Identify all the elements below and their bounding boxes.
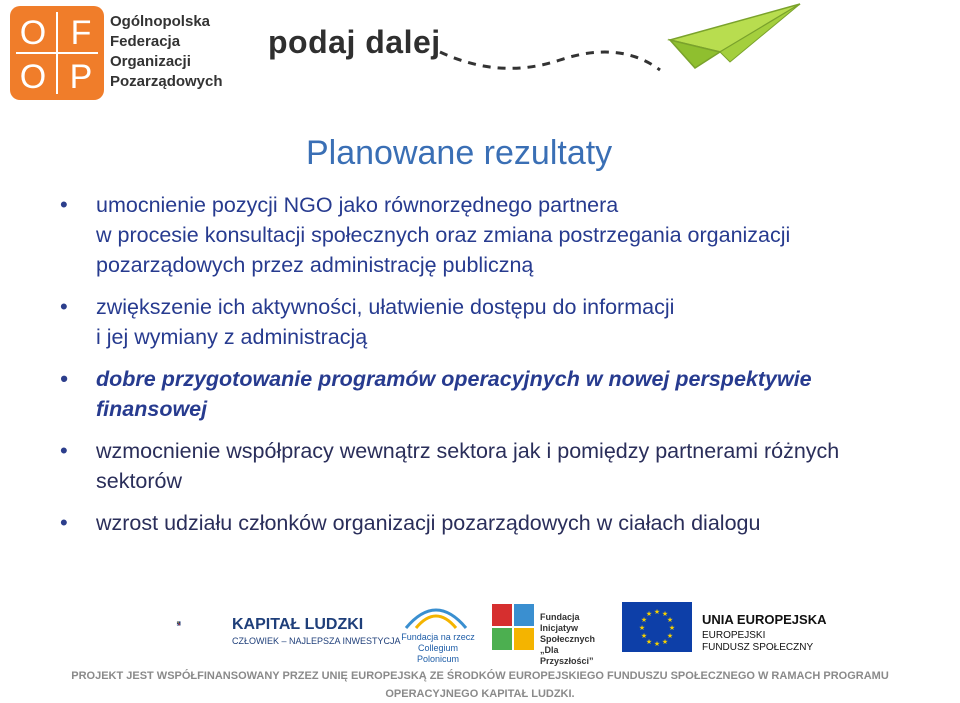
list-item bbox=[56, 436, 960, 496]
list-item-line: • dobre przygotowanie programów operacyjnych w nowej perspektywie bbox=[96, 367, 812, 391]
fundacja-cp-line: Fundacja na rzecz bbox=[401, 632, 475, 642]
puzzle-icon bbox=[490, 602, 536, 652]
ofop-name-line: Pozarządowych bbox=[110, 73, 223, 90]
fis-line: Fundacja bbox=[540, 612, 580, 622]
list-item-line: finansowej bbox=[96, 397, 208, 421]
ofop-name-line: Federacja bbox=[110, 33, 181, 50]
kapital-ludzki-logo bbox=[176, 590, 236, 658]
svg-text:★: ★ bbox=[668, 624, 676, 632]
svg-text:★: ★ bbox=[645, 610, 653, 618]
eu-flag-icon bbox=[622, 602, 692, 652]
svg-text:★: ★ bbox=[640, 632, 648, 640]
list-item bbox=[56, 508, 960, 538]
fis-line: Inicjatyw bbox=[540, 623, 579, 633]
sun-arc-icon bbox=[400, 596, 472, 632]
list-item bbox=[56, 292, 960, 352]
kapital-ludzki-subtitle: CZŁOWIEK – NAJLEPSZA INWESTYCJA bbox=[232, 636, 401, 646]
fundacja-inicjatyw-logo bbox=[540, 612, 610, 667]
list-item-line: • wzrost udziału członków organizacji pozarządowych w ciałach dialogu bbox=[96, 511, 761, 535]
list-item-line: sektorów bbox=[96, 469, 183, 493]
svg-text:★: ★ bbox=[640, 616, 648, 624]
svg-text:★: ★ bbox=[645, 638, 653, 646]
fis-line: „Dla Przyszłości” bbox=[540, 645, 594, 666]
cofinancing-disclaimer bbox=[0, 667, 960, 703]
svg-text:★: ★ bbox=[653, 608, 661, 616]
ofop-name-line: Organizacji bbox=[110, 53, 191, 70]
list-item-line: • umocnienie pozycji NGO jako równorzędnego partnera bbox=[96, 193, 619, 217]
paper-plane-icon bbox=[420, 0, 810, 90]
list-item-line: pozarządowych przez administrację publiczną bbox=[96, 253, 534, 277]
svg-text:★: ★ bbox=[661, 638, 669, 646]
svg-text:★: ★ bbox=[666, 616, 674, 624]
disclaimer-line: PROJEKT JEST WSPÓŁFINANSOWANY PRZEZ UNIĘ EUROPEJSKĄ ZE ŚRODKÓW EUROPEJSKIEGO FUNDUSZU SPOŁECZNEGO W RAMACH PROGRAMU bbox=[71, 670, 889, 682]
ue-sub-line: FUNDUSZ SPOŁECZNY bbox=[702, 642, 814, 653]
svg-text:★: ★ bbox=[638, 624, 646, 632]
svg-text:★: ★ bbox=[661, 610, 669, 618]
ofop-letter: F bbox=[70, 14, 92, 52]
ofop-letter: O bbox=[19, 14, 47, 52]
fundacja-collegium-polonicum-logo bbox=[398, 632, 478, 665]
list-item-line: i jej wymiany z administracją bbox=[96, 325, 368, 349]
page-title: Planowane rezultaty bbox=[306, 134, 613, 172]
svg-text:★: ★ bbox=[653, 640, 661, 648]
results-list bbox=[56, 190, 960, 550]
ofop-letter: O bbox=[19, 58, 47, 96]
list-item-line: • zwiększenie ich aktywności, ułatwienie dostępu do informacji bbox=[96, 295, 675, 319]
disclaimer-line: OPERACYJNEGO KAPITAŁ LUDZKI. bbox=[385, 688, 575, 700]
ue-sub-line: EUROPEJSKI bbox=[702, 630, 766, 641]
kapital-ludzki-title: KAPITAŁ LUDZKI bbox=[232, 616, 364, 633]
list-item bbox=[56, 190, 960, 280]
podaj-dalej-logo-text: podaj dalej bbox=[268, 24, 441, 60]
ue-subtitle bbox=[702, 630, 813, 654]
svg-text:★: ★ bbox=[666, 632, 674, 640]
list-item bbox=[56, 364, 960, 424]
list-item-line: • wzmocnienie współpracy wewnątrz sektora jak i pomiędzy partnerami różnych bbox=[96, 439, 840, 463]
ofop-logo bbox=[8, 4, 106, 102]
ue-title: UNIA EUROPEJSKA bbox=[702, 612, 827, 627]
ofop-name-line: Ogólnopolska bbox=[110, 13, 211, 30]
fundacja-cp-line: Collegium Polonicum bbox=[416, 643, 460, 664]
ofop-name bbox=[110, 12, 223, 92]
ofop-letter: P bbox=[69, 58, 93, 96]
list-item-line: w procesie konsultacji społecznych oraz zmiana postrzegania organizacji bbox=[96, 223, 791, 247]
fis-line: Społecznych bbox=[540, 634, 596, 644]
